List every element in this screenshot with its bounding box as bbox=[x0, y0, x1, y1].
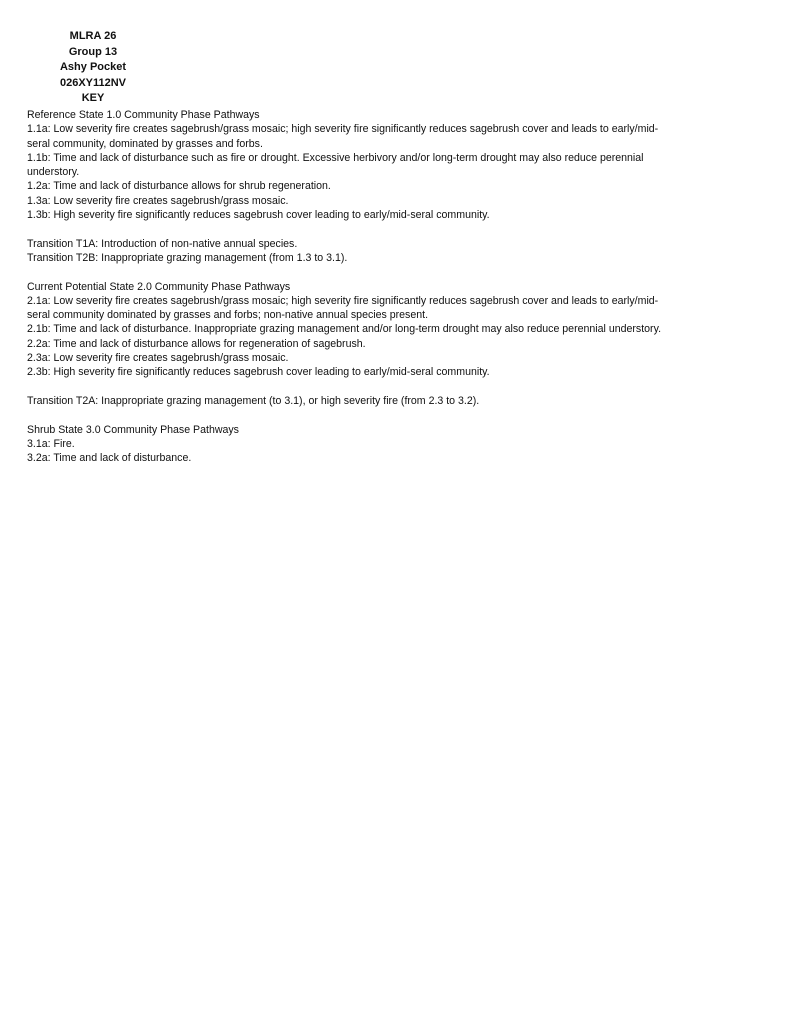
key-label: KEY bbox=[81, 92, 105, 104]
pathway-line: 1.1b: Time and lack of disturbance such as fire or drought. Excessive herbivory and/or long-term drought may also reduce perennial bbox=[27, 151, 644, 164]
pathway-line: 2.3a: Low severity fire creates sagebrush/grass mosaic. bbox=[27, 352, 289, 365]
pathway-line: 2.1b: Time and lack of disturbance. Inappropriate grazing management and/or long-term drought may also reduce perennial understory. bbox=[27, 323, 662, 336]
group-label: Group 13 bbox=[68, 45, 118, 58]
section-heading: Reference State 1.0 Community Phase Pathways bbox=[27, 109, 260, 121]
pathway-line: 2.1a: Low severity fire creates sagebrush/grass mosaic; high severity fire significantly reduces sagebrush cover and leads to early/mid- bbox=[27, 294, 659, 307]
pathway-line: 3.1a: Fire. bbox=[27, 437, 75, 450]
document-body bbox=[27, 108, 772, 480]
document-header bbox=[28, 29, 158, 107]
section-heading: Current Potential State 2.0 Community Phase Pathways bbox=[27, 280, 291, 293]
pathway-line: seral community, dominated by grasses and forbs. bbox=[27, 137, 263, 150]
pathway-line: 2.3b: High severity fire significantly reduces sagebrush cover leading to early/mid-seral community. bbox=[27, 366, 490, 379]
transition-line: Transition T1A: Introduction of non-native annual species. bbox=[27, 237, 298, 250]
pathway-line: 1.1a: Low severity fire creates sagebrush/grass mosaic; high severity fire significantly reduces sagebrush cover and leads to early/mid- bbox=[27, 123, 659, 136]
site-name: Ashy Pocket bbox=[59, 61, 127, 73]
current-potential-state-section bbox=[27, 280, 772, 380]
pathway-line: seral community dominated by grasses and forbs; non-native annual species present. bbox=[27, 309, 429, 322]
reference-state-section bbox=[27, 108, 772, 222]
mlra-label: MLRA 26 bbox=[69, 30, 117, 42]
transitions-section-2 bbox=[27, 394, 772, 408]
section-heading: Shrub State 3.0 Community Phase Pathways bbox=[27, 423, 239, 436]
pathway-line: 3.2a: Time and lack of disturbance. bbox=[27, 452, 192, 465]
transition-line: Transition T2A: Inappropriate grazing management (to 3.1), or high severity fire (from 2.3 to 3.2). bbox=[27, 394, 480, 407]
shrub-state-section bbox=[27, 423, 772, 466]
pathway-line: 1.2a: Time and lack of disturbance allows for shrub regeneration. bbox=[27, 180, 331, 193]
site-id: 026XY112NV bbox=[59, 76, 127, 89]
transition-line: Transition T2B: Inappropriate grazing management (from 1.3 to 3.1). bbox=[27, 251, 348, 264]
pathway-line: 1.3a: Low severity fire creates sagebrush/grass mosaic. bbox=[27, 194, 289, 207]
pathway-line: 2.2a: Time and lack of disturbance allows for regeneration of sagebrush. bbox=[27, 337, 366, 350]
transitions-section-1 bbox=[27, 237, 772, 266]
pathway-line: understory. bbox=[27, 166, 80, 179]
pathway-line: 1.3b: High severity fire significantly reduces sagebrush cover leading to early/mid-seral community. bbox=[27, 209, 490, 222]
